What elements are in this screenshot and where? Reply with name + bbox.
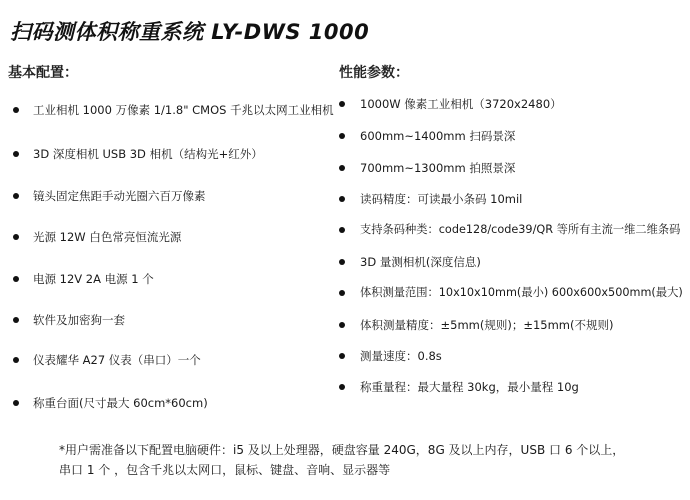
basic-config-item: 镜头固定焦距手动光圈六百万像素 <box>33 189 206 203</box>
bullet-icon <box>339 101 345 107</box>
bullet-icon <box>13 317 19 323</box>
performance-item: 称重量程：最大量程 30kg，最小量程 10g <box>360 380 579 394</box>
performance-item: 读码精度：可读最小条码 10mil <box>360 192 523 206</box>
bullet-icon <box>339 133 345 139</box>
performance-item: 1000W 像素工业相机（3720x2480） <box>360 97 562 111</box>
performance-item: 测量速度：0.8s <box>360 349 442 363</box>
bullet-icon <box>339 290 345 296</box>
performance-item: 体积测量精度：±5mm(规则)；±15mm(不规则) <box>360 318 614 332</box>
bullet-icon <box>13 357 19 363</box>
performance-item: 700mm~1300mm 拍照景深 <box>360 161 516 175</box>
page-title: 扫码测体积称重系统 LY-DWS 1000 <box>10 20 370 44</box>
performance-heading: 性能参数： <box>339 65 409 81</box>
bullet-icon <box>339 322 345 328</box>
bullet-icon <box>339 196 345 202</box>
basic-config-item: 电源 12V 2A 电源 1 个 <box>33 272 154 286</box>
basic-config-heading: 基本配置： <box>8 65 78 81</box>
basic-config-item: 3D 深度相机 USB 3D 相机（结构光+红外） <box>33 147 263 161</box>
performance-item: 600mm~1400mm 扫码景深 <box>360 129 516 143</box>
basic-config-item: 仪表耀华 A27 仪表（串口）一个 <box>33 353 201 367</box>
bullet-icon <box>13 234 19 240</box>
bullet-icon <box>13 107 19 113</box>
bullet-icon <box>339 227 345 233</box>
bullet-icon <box>339 165 345 171</box>
bullet-icon <box>339 353 345 359</box>
performance-item: 体积测量范围：10x10x10mm(最小) 600x600x500mm(最大) <box>360 286 683 299</box>
basic-config-item: 光源 12W 白色常亮恒流光源 <box>33 230 182 244</box>
bullet-icon <box>339 259 345 265</box>
performance-item: 支持条码种类：code128/code39/QR 等所有主流一维二维条码 <box>360 223 681 236</box>
basic-config-item: 称重台面(尺寸最大 60cm*60cm) <box>33 396 208 410</box>
hardware-note-line-1: *用户需准备以下配置电脑硬件：i5 及以上处理器，硬盘容量 240G，8G 及以上内存，USB 口 6 个以上， <box>59 443 625 457</box>
bullet-icon <box>13 276 19 282</box>
performance-item: 3D 量测相机(深度信息) <box>360 255 481 269</box>
bullet-icon <box>13 151 19 157</box>
hardware-note-line-2: 串口 1 个 ，包含千兆以太网口，鼠标、键盘、音响、显示器等 <box>59 463 391 477</box>
basic-config-item: 工业相机 1000 万像素 1/1.8" CMOS 千兆以太网工业相机 <box>33 103 334 117</box>
bullet-icon <box>13 193 19 199</box>
bullet-icon <box>13 400 19 406</box>
basic-config-item: 软件及加密狗一套 <box>33 313 125 327</box>
bullet-icon <box>339 384 345 390</box>
